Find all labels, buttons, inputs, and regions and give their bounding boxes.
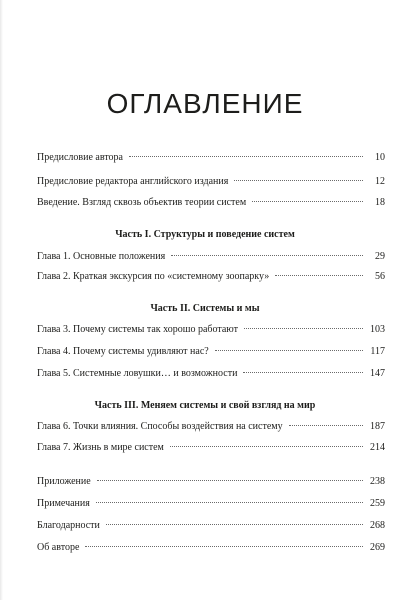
- part-heading-1: Часть I. Структуры и поведение систем: [115, 229, 295, 240]
- toc-entry-chapter-5: [37, 367, 385, 381]
- toc-entry-label: Приложение: [37, 476, 91, 487]
- dot-leader: [170, 444, 363, 447]
- toc-entry-page: 117: [370, 346, 385, 357]
- toc-entry-page: 268: [370, 520, 385, 531]
- toc-entry-author-preface: [37, 151, 385, 165]
- dot-leader: [106, 522, 363, 525]
- toc-entry-label: Глава 4. Почему системы удивляют нас?: [37, 346, 209, 357]
- toc-entry-label: Глава 5. Системные ловушки… и возможности: [37, 368, 238, 379]
- toc-entry-page: 214: [370, 442, 385, 453]
- toc-entry-label: Предисловие редактора английского издания: [37, 176, 229, 187]
- toc-entry-appendix: [37, 475, 385, 489]
- toc-entry-page: 269: [370, 542, 385, 553]
- dot-leader: [85, 544, 363, 547]
- toc-entry-page: 103: [370, 324, 385, 335]
- toc-entry-page: 18: [375, 197, 385, 208]
- dot-leader: [244, 326, 363, 329]
- toc-entry-introduction: [37, 196, 385, 210]
- toc-entry-chapter-7: [37, 441, 385, 455]
- toc-entry-label: Об авторе: [37, 542, 80, 553]
- dot-leader: [234, 178, 363, 181]
- toc-entry-page: 10: [375, 152, 385, 163]
- toc-entry-chapter-4: [37, 345, 385, 359]
- toc-entry-chapter-2: [37, 270, 385, 284]
- toc-entry-page: 187: [370, 421, 385, 432]
- dot-leader: [252, 199, 363, 202]
- toc-entry-page: 259: [370, 498, 385, 509]
- dot-leader: [215, 348, 363, 351]
- dot-leader: [289, 423, 363, 426]
- toc-entry-label: Глава 1. Основные положения: [37, 251, 166, 262]
- toc-entry-page: 12: [375, 176, 385, 187]
- toc-entry-chapter-3: [37, 323, 385, 337]
- dot-leader: [275, 273, 363, 276]
- toc-entry-label: Глава 7. Жизнь в мире систем: [37, 442, 164, 453]
- toc-entry-label: Примечания: [37, 498, 90, 509]
- toc-entry-page: 147: [370, 368, 385, 379]
- dot-leader: [243, 370, 363, 373]
- toc-entry-label: Глава 3. Почему системы так хорошо работают: [37, 324, 238, 335]
- toc-entry-chapter-6: [37, 420, 385, 434]
- toc-entry-label: Введение. Взгляд сквозь объектив теории систем: [37, 197, 247, 208]
- toc-entry-page: 56: [375, 271, 385, 282]
- toc-entry-label: Глава 2. Краткая экскурсия по «системному зоопарку»: [37, 271, 270, 282]
- part-heading-3: Часть III. Меняем системы и свой взгляд на мир: [94, 400, 316, 411]
- page-title: ОГЛАВЛЕНИЕ: [106, 88, 304, 119]
- toc-entry-about-author: [37, 541, 385, 555]
- toc-entry-page: 238: [370, 476, 385, 487]
- toc-entry-label: Предисловие автора: [37, 152, 123, 163]
- toc-entry-notes: [37, 497, 385, 511]
- toc-entry-label: Глава 6. Точки влияния. Способы воздействия на систему: [37, 421, 283, 432]
- toc-entry-acknowledgements: [37, 519, 385, 533]
- dot-leader: [171, 253, 363, 256]
- toc-entry-label: Благодарности: [37, 520, 100, 531]
- toc-entry-editor-preface: [37, 175, 385, 189]
- dot-leader: [96, 500, 363, 503]
- toc-entry-page: 29: [375, 251, 385, 262]
- dot-leader: [97, 478, 363, 481]
- dot-leader: [129, 154, 363, 157]
- part-heading-2: Часть II. Системы и мы: [150, 303, 260, 314]
- toc-entry-chapter-1: [37, 250, 385, 264]
